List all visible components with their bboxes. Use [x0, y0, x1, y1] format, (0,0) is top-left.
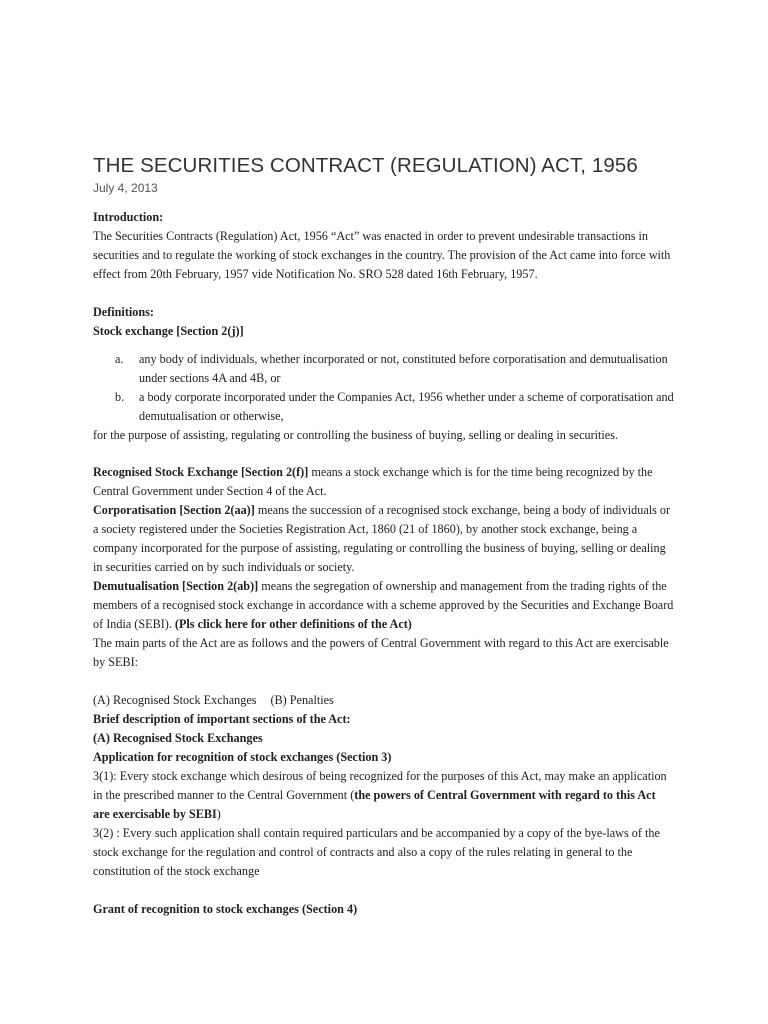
- part-a: (A) Recognised Stock Exchanges: [93, 693, 257, 707]
- grant-heading: Grant of recognition to stock exchanges (Section 4): [93, 902, 358, 916]
- stock-exchange-heading: Stock exchange [Section 2(j)]: [93, 324, 244, 338]
- intro-paragraph: The Securities Contracts (Regulation) Act, 1956 “Act” was enacted in order to prevent undesirable transactions in securities and to regulate the working of stock exchanges in the country. The provision of the Act came into force with effect from 20th February, 1957 vide Notification No. SRO 528 dated 16th February, 1957.: [93, 229, 671, 281]
- purpose-text: for the purpose of assisting, regulating or controlling the business of buying, selling or dealing in securities.: [93, 428, 618, 442]
- article-body: [93, 208, 675, 919]
- list-item: [93, 388, 675, 426]
- application-heading: Application for recognition of stock exchanges (Section 3): [93, 750, 392, 764]
- other-definitions-link[interactable]: (Pls click here for other definitions of the Act): [174, 617, 412, 631]
- list-marker: b.: [115, 390, 125, 404]
- corporatisation-term: Corporatisation [Section 2(aa)]: [93, 503, 255, 517]
- section-3-1: 3(1): Every stock exchange which desirous of being recognized for the purposes of this Act, may make an application in the prescribed manner to the Central Government (the powers of Central Government with regard to this Act are exercisable by SEBI): [93, 769, 667, 821]
- publish-date: July 4, 2013: [93, 181, 158, 195]
- list-item-text: any body of individuals, whether incorporated or not, constituted before corporatisation and demutualisation under sections 4A and 4B, or: [139, 352, 668, 385]
- corporatisation-definition: Corporatisation [Section 2(aa)] means the succession of a recognised stock exchange, being a body of individuals or a society registered under the Societies Registration Act, 1860 (21 of 1860), by another stock exchange, being a company incorporated for the purpose of assisting, regulating or controlling the business of buying, selling or dealing in securities carried on by such individuals or society.: [93, 503, 671, 574]
- list-item: [93, 350, 675, 388]
- section-a-heading: (A) Recognised Stock Exchanges: [93, 731, 263, 745]
- demutualisation-term: Demutualisation [Section 2(ab)]: [93, 579, 259, 593]
- main-parts-text: The main parts of the Act are as follows and the powers of Central Government with regard to this Act are exercisable by SEBI:: [93, 636, 669, 669]
- section-3-2: 3(2) : Every such application shall contain required particulars and be accompanied by a copy of the bye-laws of the stock exchange for the regulation and control of contracts and also a copy of the rules relating in general to the constitution of the stock exchange: [93, 826, 660, 878]
- part-b: (B) Penalties: [270, 693, 334, 707]
- intro-heading: Introduction:: [93, 210, 164, 224]
- brief-heading: Brief description of important sections of the Act:: [93, 712, 351, 726]
- recognised-term: Recognised Stock Exchange [Section 2(f)]: [93, 465, 309, 479]
- definitions-heading: Definitions:: [93, 305, 154, 319]
- demutualisation-definition: Demutualisation [Section 2(ab)] means the segregation of ownership and management from the trading rights of the members of a recognised stock exchange in accordance with a scheme approved by the Securities and Exchange Board of India (SEBI). (Pls click here for other definitions of the Act): [93, 579, 674, 631]
- recognised-definition: Recognised Stock Exchange [Section 2(f)] means a stock exchange which is for the time being recognized by the Central Government under Section 4 of the Act.: [93, 465, 653, 498]
- stock-exchange-list: [93, 350, 675, 426]
- page-title: THE SECURITIES CONTRACT (REGULATION) ACT, 1956: [93, 154, 638, 177]
- list-item-text: a body corporate incorporated under the Companies Act, 1956 whether under a scheme of corporatisation and demutualisation or otherwise,: [139, 390, 674, 423]
- parts-line: [93, 691, 675, 710]
- list-marker: a.: [115, 352, 124, 366]
